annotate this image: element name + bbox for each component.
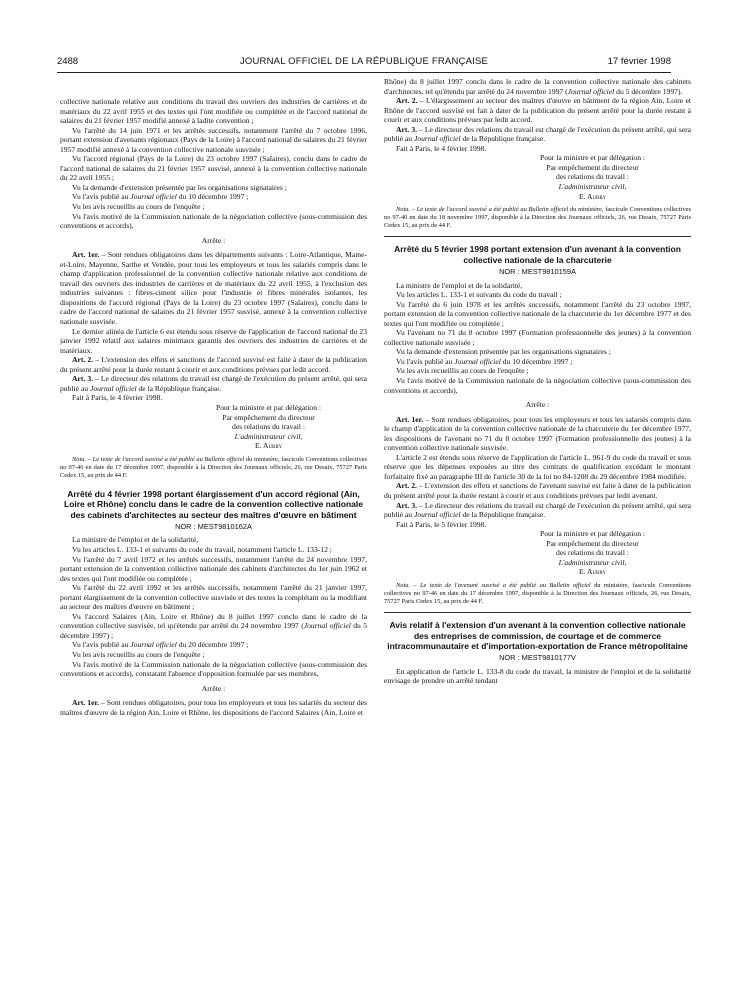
paragraph: Vu la demande d'extension présentée par les organisations signataires ; xyxy=(72,182,287,192)
paragraph: Vu les avis recueillis au cours de l'enquête ; xyxy=(72,649,205,659)
signature-line: des relations du travail : xyxy=(556,172,629,182)
paragraph: collective nationale relative aux conditions du travail des ouvriers des industries de carrières et de matériaux du 22 avril 1955 et des textes qui l'ont modifiée ou complétée et de l'accord national de salaires du 21 février 1957 modifié annexé à ladite convention ; xyxy=(60,97,367,126)
article-1: Art. 1er. – Sont rendues obligatoires, pour tous les employeurs et tous les salariés compris dans le champ d'application de la convention collective nationale de la charcuterie du 1er décembre 1977, les dispositions de l'avenant no 71 du 8 octobre 1997 (Formation professionnelle des jeunes) à la convention collective nationale susvisée. xyxy=(384,414,691,453)
signature-line: L'administrateur civil, xyxy=(558,557,627,567)
signature-line: L'administrateur civil, xyxy=(234,431,303,441)
footnote: Nota. – Le texte de l'accord susvisé a été publié au Bulletin officiel du ministère, fascicule Conventions collectives no 97-46 en date du 17 décembre 1997, disponible à la Direction des Journaux officiels, 26, rue Desaix, 75727 Paris Cedex 15, au prix de 44 F. xyxy=(60,455,367,479)
arrete-heading: Arrête : xyxy=(525,400,550,410)
paragraph: Vu l'accord Salaires (Ain, Loire et Rhône) du 8 juillet 1997 conclu dans le cadre de la convention collective susvisée, tel qu'étendu par arrêté du 24 novembre 1997 (Journal officiel du 5 décembre 1997) ; xyxy=(60,611,368,640)
arrete-heading: Arrête : xyxy=(201,683,226,693)
signature-line: Par empêchement du directeur xyxy=(222,412,315,422)
paragraph: Vu les avis recueillis au cours de l'enquête ; xyxy=(72,202,205,212)
paragraph: Vu les articles L. 133-1 et suivants du code du travail, notamment l'article L. 133-12 ; xyxy=(72,544,332,554)
article-2: Art. 2. – L'extension des effets et sanctions de l'avenant susvisé est faite à dater de la publication du présent arrêté pour la durée restant à courir et aux conditions prévues par ledit avenant. xyxy=(384,481,691,501)
signature-date: Fait à Paris, le 4 février 1998. xyxy=(72,393,163,403)
section-divider xyxy=(384,612,691,613)
signatory-name: E. Aubry xyxy=(578,567,607,577)
signature-date: Fait à Paris, le 5 février 1998. xyxy=(396,519,487,529)
signatory-name: E. Aubry xyxy=(254,441,283,451)
paragraph: Le dernier alinéa de l'article 6 est étendu sous réserve de l'application de l'accord national du 23 janvier 1992 relatif aux salaires minimaux garantis des ouvriers des industries de carrières et de matériaux. xyxy=(60,326,367,355)
paragraph: Vu les articles L. 133-1 et suivants du code du travail ; xyxy=(396,290,562,300)
paragraph: Vu l'avis motivé de la Commission nationale de la négociation collective (sous-commission des conventions et accords), constatant l'absence d'opposition formulée par ses membres, xyxy=(60,659,367,679)
section-title: Avis relatif à l'extension d'un avenant à la convention collective nationale des entreprises de commission, de courtage et de commerce intracommunautaire et d'importation-exportation de France métropolitaine xyxy=(387,620,688,651)
paragraph: Vu l'avis publié au Journal officiel du 20 décembre 1997 ; xyxy=(72,640,249,650)
paragraph: Vu l'avis motivé de la Commission nationale de la négociation collective (sous-commission des conventions et accords), xyxy=(60,211,367,231)
paragraph: Rhône) du 8 juillet 1997 conclu dans le cadre de la convention collective nationale des cabinets d'architectes, tel qu'étendu par arrêté du 24 novembre 1997 (Journal officiel du 5 décembre 1997). xyxy=(384,77,691,96)
nor-reference: NOR : MESТ9810162A xyxy=(175,521,252,531)
nor-reference: NOR : MESТ9810159A xyxy=(499,266,576,276)
paragraph: Vu l'arrêté du 7 avril 1972 et les arrêtés successifs, notamment l'arrêté du 24 novembre 1997, portant extension de la convention collective nationale des cabinets d'architectes du 1er juin 1962 et des textes qui l'ont modifiée ou complétée ; xyxy=(60,554,367,583)
header-rule xyxy=(57,72,671,73)
footnote: Nota. – Le texte de l'accord susvisé a été publié au Bulletin officiel du ministère, fascicule Conventions collectives no 97-40 en date du 18 novembre 1997, disponible à la Direction des Journaux officiels, 26, rue Desaix, 75727 Paris Cedex 15, au prix de 44 F. xyxy=(384,206,691,230)
signature-line: Pour la ministre et par délégation : xyxy=(539,153,646,163)
paragraph: Vu la demande d'extension présentée par les organisations signataires ; xyxy=(396,347,611,357)
article-3: Art. 3. – Le directeur des relations du travail est chargé de l'exécution du présent arrêté, qui sera publié au Journal officiel de la République française. xyxy=(384,124,691,144)
section-divider xyxy=(384,236,691,237)
signatory-name: E. Aubry xyxy=(578,191,607,201)
page-number: 2488 xyxy=(57,56,79,67)
article-2: Art. 2. – L'élargissement au secteur des maîtres d'œuvre en bâtiment de la région Ain, Loire et Rhône de l'accord susvisé est fait à dater de la publication du présent arrêté pour la durée restant à courir et aux conditions prévues par ledit accord. xyxy=(384,96,691,125)
page-header xyxy=(57,56,671,70)
paragraph: Vu l'accord régional (Pays de la Loire) du 23 octobre 1997 (Salaires), conclu dans le cadre de l'accord national de salaires du 21 février 1957 susvisé, annexé à la convention collective nationale du 22 avril 1955 ; xyxy=(60,154,367,183)
signature-line: L'administrateur civil, xyxy=(558,182,627,192)
arrete-heading: Arrête : xyxy=(201,235,226,245)
paragraph: Vu l'avis publié au Journal officiel du 10 décembre 1997 ; xyxy=(396,356,573,366)
paragraph: En application de l'article L. 133-8 du code du travail, la ministre de l'emploi et de la solidarité envisage de prendre un arrêté tendant xyxy=(384,666,691,686)
paragraph: Vu l'arrêté du 6 juin 1978 et les arrêtés successifs, notamment l'arrêté du 23 octobre 1997, portant extension de la convention collective nationale de la charcuterie du 1er décembre 1977 et des textes qui l'ont modifiée ou complétée ; xyxy=(384,299,691,328)
signature-line: des relations du travail : xyxy=(556,548,629,558)
paragraph: Vu les avis recueillis au cours de l'enquête ; xyxy=(396,366,529,376)
journal-title: JOURNAL OFFICIEL DE LA RÉPUBLIQUE FRANÇAISE xyxy=(239,56,489,67)
signature-line: Pour la ministre et par délégation : xyxy=(539,529,646,539)
article-1: Art. 1er. – Sont rendues obligatoires dans les départements suivants : Loire-Atlantique, Maine-et-Loire, Mayenne, Sarthe et Vendée, pour tous les employeurs et tous les salariés compris dans le champ d'application professionnel de la convention collective nationale relative aux conditions de travail des ouvriers des industries de carrières et de matériaux du 22 avril 1955, à l'exclusion des industries suivantes : fibres-ciment silice pour l'industrie et fibres minérales isolantes, les dispositions de l'accord régional (Pays de la Loire) du 23 octobre 1997 (Salaires), conclu dans le cadre de l'accord national de salaires du 21 février 1957 susvisé, annexé à la convention collective nationale susvisée. xyxy=(60,250,367,327)
article-3: Art. 3. – Le directeur des relations du travail est chargé de l'exécution du présent arrêté, qui sera publié au Journal officiel de la République française. xyxy=(384,500,691,520)
nor-reference: NOR : MESТ9810177V xyxy=(499,653,576,663)
paragraph: L'article 2 est étendu sous réserve de l'application de l'article L. 961-9 du code du travail et sous réserve que les dépenses exposées au titre des contrats de qualification excédant le montant forfaitaire fixé au paragraphe III de l'article 30 de la loi no 84-1208 du 29 décembre 1984 modifiée. xyxy=(384,452,691,481)
left-column xyxy=(60,97,367,717)
paragraph: Vu l'avis motivé de la Commission nationale de la négociation collective (sous-commission des conventions et accords), xyxy=(384,376,691,395)
article-2: Art. 2. – L'extension des effets et sanctions de l'accord susvisé est faite à dater de la publication du présent arrêté pour la durée restant à courir et aux conditions prévues par ledit accord. xyxy=(60,355,367,374)
paragraph: La ministre de l'emploi et de la solidarité, xyxy=(396,280,523,290)
paragraph: Vu l'arrêté du 22 avril 1992 et les arrêtés successifs, notamment l'arrêté du 21 janvier 1997, portant élargissement de la convention collective susvisée et des textes la complétant ou la modifiant au secteur des maîtres d'œuvre en bâtiment ; xyxy=(60,583,367,612)
paragraph: Vu l'avis publié au Journal officiel du 10 décembre 1997 ; xyxy=(72,192,249,202)
signature-line: Pour la ministre et par délégation : xyxy=(215,402,322,412)
paragraph: Vu l'avenant no 71 du 8 octobre 1997 (Formation professionnelle des jeunes) à la convention collective nationale susvisée ; xyxy=(384,328,691,347)
right-column xyxy=(384,77,691,686)
paragraph: La ministre de l'emploi et de la solidarité, xyxy=(72,535,199,545)
signature-line: Par empêchement du directeur xyxy=(546,538,639,548)
footnote: Nota. – Le texte de l'avenant susvisé a été publié au Bulletin officiel du ministère, fascicule Conventions collectives no 97-46 en date du 17 décembre 1997, disponible à la Direction des Journaux officiels, 26, rue Desaix, 75727 Paris Cedex 15, au prix de 44 F. xyxy=(384,581,691,606)
paragraph: Vu l'arrêté du 14 juin 1971 et les arrêtés successifs, notamment l'arrêté du 7 octobre 1996, portant extension d'avenants régionaux (Pays de la Loire) à l'accord national de salaires du 21 février 1957 modifié annexé à la convention collective nationale susvisée ; xyxy=(60,125,367,154)
signature-line: des relations du travail : xyxy=(232,422,305,432)
issue-date: 17 février 1998 xyxy=(607,56,671,67)
article-1: Art. 1er. – Sont rendues obligatoires, pour tous les employeurs et tous les salariés du secteur des maîtres d'œuvre de la région Ain, Loire et Rhône, les dispositions de l'accord Salaires (Ain, Loire et xyxy=(60,698,367,717)
section-title: Arrêté du 5 février 1998 portant extension d'un avenant à la convention collective nationale de la charcuterie xyxy=(394,244,681,265)
signature-line: Par empêchement du directeur xyxy=(546,162,639,172)
article-3: Art. 3. – Le directeur des relations du travail est chargé de l'exécution du présent arrêté, qui sera publié au Journal officiel de la République française. xyxy=(60,374,367,393)
section-title: Arrêté du 4 février 1998 portant élargissement d'un accord régional (Ain, Loire et Rhône) conclu dans le cadre de la convention collective nationale des cabinets d'architectes au secteur des maîtres d'œuvre en bâtiment xyxy=(64,488,363,520)
signature-date: Fait à Paris, le 4 février 1998. xyxy=(396,143,487,153)
